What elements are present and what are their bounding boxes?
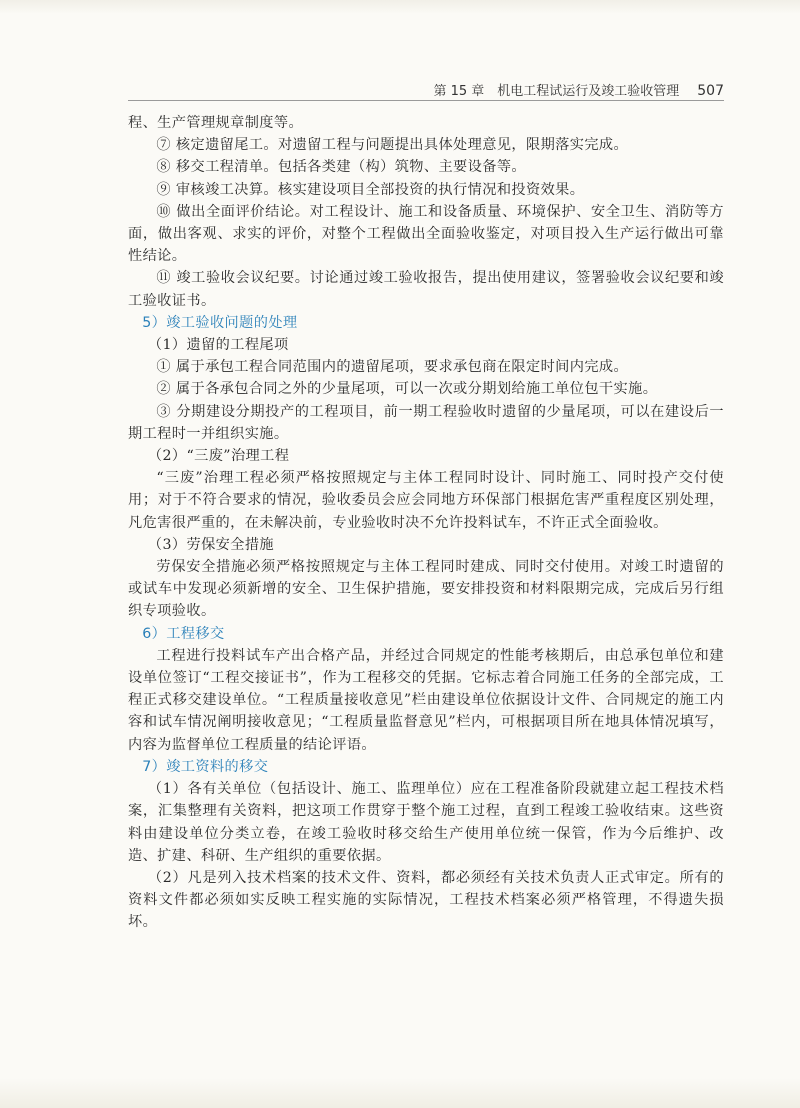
section-heading: 7）竣工资料的移交 — [142, 758, 269, 775]
running-header — [128, 78, 724, 100]
body-paragraph: ② 属于各承包合同之外的少量尾项，可以一次或分期划给施工单位包干实施。 — [156, 381, 658, 398]
body-paragraph: （2）凡是列入技术档案的技术文件、资料，都必须经有关技术负责人正式审定。所有的资料文件都必须如实反映工程实施的实际情况，工程技术档案必须严格管理，不得遗失损坏。 — [128, 869, 724, 931]
page-body — [128, 112, 724, 934]
body-paragraph: （2）“三废”治理工程 — [147, 448, 290, 465]
page-number: 507 — [697, 83, 724, 99]
chapter-title — [433, 80, 724, 99]
section-heading: 6）工程移交 — [142, 625, 225, 642]
header-rule — [128, 100, 724, 101]
body-paragraph: “三废”治理工程必须严格按照规定与主体工程同时设计、同时施工、同时投产交付使用；对于不符合要求的情况，验收委员会应会同地方环保部门根据危害严重程度区别处理，凡危害很严重的，在未解决前，专业验收时决不允许投料试车，不许正式全面验收。 — [128, 470, 724, 531]
body-paragraph: （3）劳保安全措施 — [147, 536, 275, 553]
body-paragraph: （1）各有关单位（包括设计、施工、监理单位）应在工程准备阶段就建立起工程技术档案，汇集整理有关资料，把这项工作贯穿于整个施工过程，直到工程竣工验收结束。这些资料由建设单位分类立卷，在竣工验收时移交给生产使用单位统一保管，作为今后维护、改造、扩建、科研、生产组织的重要依据。 — [128, 781, 724, 864]
body-paragraph: 工程进行投料试车产出合格产品，并经过合同规定的性能考核期后，由总承包单位和建设单位签订“工程交接证书”，作为工程移交的凭据。它标志着合同施工任务的全部完成，工程正式移交建设单位。“工程质量接收意见”栏由建设单位依据设计文件、合同规定的施工内容和试车情况阐明接收意见；“工程质量监督意见”栏内，可根据项目所在地具体情况填写，内容为监督单位工程质量的结论评语。 — [128, 647, 724, 753]
body-paragraph: ⑩ 做出全面评价结论。对工程设计、施工和设备质量、环境保护、安全卫生、消防等方面，做出客观、求实的评价，对整个工程做出全面验收鉴定，对项目投入生产运行做出可靠性结论。 — [128, 203, 724, 265]
body-paragraph: （1）遗留的工程尾项 — [147, 337, 289, 354]
page-bottom-edge — [0, 1078, 800, 1108]
page-top-edge — [0, 0, 800, 14]
body-paragraph: ⑪ 竣工验收会议纪要。讨论通过竣工验收报告，提出使用建议，签署验收会议纪要和竣工验收证书。 — [128, 270, 724, 309]
body-paragraph: 程、生产管理规章制度等。 — [128, 115, 304, 131]
body-paragraph: ⑨ 审核竣工决算。核实建设项目全部投资的执行情况和投资效果。 — [156, 181, 585, 198]
chapter-title-text: 第 15 章 机电工程试运行及竣工验收管理 — [433, 84, 680, 99]
body-paragraph: ⑧ 移交工程清单。包括各类建（构）筑物、主要设备等。 — [156, 159, 526, 176]
section-heading: 5）竣工验收问题的处理 — [142, 314, 298, 331]
body-paragraph: ① 属于承包工程合同范围内的遗留尾项，要求承包商在限定时间内完成。 — [156, 359, 629, 376]
body-paragraph: 劳保安全措施必须严格按照规定与主体工程同时建成、同时交付使用。对竣工时遗留的或试车中发现必须新增的安全、卫生保护措施，要安排投资和材料限期完成，完成后另行组织专项验收。 — [128, 559, 724, 620]
body-paragraph: ⑦ 核定遗留尾工。对遗留工程与问题提出具体处理意见，限期落实完成。 — [156, 137, 629, 154]
body-paragraph: ③ 分期建设分期投产的工程项目，前一期工程验收时遗留的少量尾项，可以在建设后一期工程时一并组织实施。 — [128, 403, 724, 442]
